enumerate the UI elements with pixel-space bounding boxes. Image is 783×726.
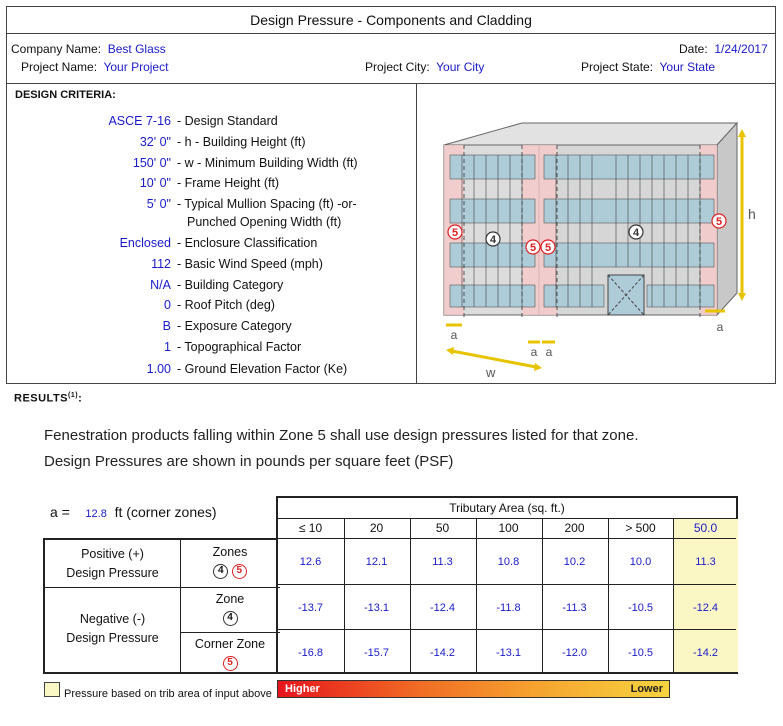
pressure-value: 11.3: [695, 556, 716, 568]
diagram-zone5-c: 5: [544, 242, 552, 254]
criteria-label: - Topographical Factor: [177, 340, 302, 354]
criteria-label: - Roof Pitch (deg): [177, 298, 275, 312]
criteria-label: - Enclosure Classification: [177, 236, 318, 250]
pressure-value: -12.4: [429, 602, 456, 614]
negative-label: Negative (-) Design Pressure: [66, 612, 159, 645]
header-divider: [278, 518, 736, 519]
zone-5-icon: 5: [223, 656, 238, 671]
criteria-divider: [7, 83, 775, 84]
criteria-frame: [6, 6, 776, 384]
pressure-value: -13.1: [363, 602, 390, 614]
pressure-value: -12.0: [561, 647, 588, 659]
tributary-area-heading: Tributary Area (sq. ft.): [449, 501, 565, 515]
criteria-row: [7, 298, 407, 315]
pressure-value: -13.7: [297, 602, 324, 614]
criteria-value: N/A: [150, 278, 171, 292]
criteria-row: [7, 236, 407, 253]
criteria-row: [7, 156, 407, 173]
criteria-label: - w - Minimum Building Width (ft): [177, 156, 358, 170]
criteria-value: B: [162, 319, 171, 333]
legend-swatch: [44, 682, 60, 697]
project-state: Project State: Your State: [581, 60, 716, 74]
criteria-value: ASCE 7-16: [108, 114, 171, 128]
corner-zone-width: a = 12.8 ft (corner zones): [50, 504, 217, 520]
criteria-label: - h - Building Height (ft): [177, 135, 306, 149]
criteria-vertical-divider: [416, 83, 417, 383]
criteria-value: 10' 0": [139, 176, 171, 190]
criteria-row: [7, 340, 407, 357]
diagram-a-label-1: a: [450, 328, 458, 342]
area-header: 50: [435, 521, 450, 535]
pressure-value: -12.4: [692, 602, 719, 614]
pressure-value: -10.5: [627, 647, 654, 659]
criteria-label: Punched Opening Width (ft): [187, 215, 342, 229]
row-divider: [278, 629, 736, 630]
pressure-value: -10.5: [627, 602, 654, 614]
header-divider: [278, 538, 736, 539]
pressure-gradient-scale: [277, 680, 670, 698]
diagram-zone4-a: 4: [489, 234, 497, 246]
criteria-value: 32' 0": [139, 135, 171, 149]
diagram-h-label: h: [748, 206, 756, 222]
area-header: 200: [564, 521, 585, 535]
zones-label: Zones 4 5: [180, 543, 280, 581]
page-title: Design Pressure - Components and Cladding: [7, 7, 775, 34]
pressure-value: 10.0: [629, 556, 652, 568]
row-divider: [180, 632, 280, 633]
pressure-value: 11.3: [432, 556, 453, 568]
project-city: Project City: Your City: [365, 60, 485, 74]
area-header: 20: [369, 521, 384, 535]
criteria-row: [7, 176, 407, 193]
gradient-higher-label: Higher: [285, 683, 320, 695]
zone-4-icon: 4: [223, 611, 238, 626]
pressure-table: [276, 496, 738, 674]
criteria-row: [7, 319, 407, 336]
area-header: > 500: [625, 521, 656, 535]
diagram-zone5-d: 5: [715, 216, 723, 228]
criteria-value: 0: [164, 298, 171, 312]
pressure-value: -14.2: [692, 647, 719, 659]
zone-4-label: Zone 4: [180, 590, 280, 628]
project-name: Project Name: Your Project: [21, 60, 169, 74]
criteria-row: [7, 362, 407, 379]
zone-4-icon: 4: [213, 564, 228, 579]
area-header: 50.0: [693, 521, 718, 535]
project-date: Date: 1/24/2017: [679, 42, 768, 56]
pressure-value: -13.1: [495, 647, 522, 659]
diagram-a-label-4: a: [716, 320, 724, 334]
criteria-row: [7, 114, 407, 131]
diagram-w-label: w: [486, 365, 496, 380]
pressure-value: 10.8: [497, 556, 520, 568]
pressure-value: -15.7: [363, 647, 390, 659]
pressure-value: -14.2: [429, 647, 456, 659]
diagram-zone5-b: 5: [529, 242, 537, 254]
criteria-label: - Typical Mullion Spacing (ft) -or-: [177, 197, 357, 211]
legend-text: Pressure based on trib area of input above: [64, 688, 272, 700]
company-name: Company Name: Best Glass: [11, 42, 166, 56]
criteria-label: - Basic Wind Speed (mph): [177, 257, 323, 271]
area-header: 100: [498, 521, 519, 535]
row-divider: [278, 584, 736, 585]
criteria-value: 1.00: [146, 362, 171, 376]
criteria-row: [7, 215, 407, 232]
area-header: ≤ 10: [298, 521, 323, 535]
pressure-value: -16.8: [297, 647, 324, 659]
pressure-value: 12.1: [365, 556, 388, 568]
diagram-zone4-b: 4: [632, 227, 640, 239]
criteria-row: [7, 197, 407, 214]
pressure-value: 12.6: [299, 556, 322, 568]
criteria-value: 150' 0": [132, 156, 171, 170]
results-heading: RESULTS$^{(1)}$:: [14, 392, 83, 405]
row-divider: [45, 587, 280, 588]
positive-label: Positive (+) Design Pressure: [66, 547, 159, 580]
criteria-row: [7, 257, 407, 274]
building-diagram: [432, 115, 762, 380]
results-line-1: Fenestration products falling within Zone 5 shall use design pressures listed for that zone.: [44, 427, 639, 444]
criteria-label: - Frame Height (ft): [177, 176, 280, 190]
corner-zone-label: Corner Zone 5: [180, 635, 280, 673]
criteria-value: 112: [151, 257, 171, 271]
criteria-value: 1: [164, 340, 171, 354]
pressure-value: 10.2: [563, 556, 586, 568]
criteria-label: - Building Category: [177, 278, 284, 292]
criteria-value: 5' 0": [146, 197, 171, 211]
zone-5-icon: 5: [232, 564, 247, 579]
pressure-type-table: [43, 538, 278, 674]
diagram-a-label-3: a: [545, 345, 553, 359]
criteria-label: - Design Standard: [177, 114, 278, 128]
results-line-2: Design Pressures are shown in pounds per square feet (PSF): [44, 453, 454, 470]
criteria-label: - Exposure Category: [177, 319, 292, 333]
criteria-value: Enclosed: [119, 236, 171, 250]
criteria-row: [7, 135, 407, 152]
gradient-lower-label: Lower: [630, 683, 663, 695]
criteria-row: [7, 278, 407, 295]
pressure-value: -11.8: [496, 602, 521, 614]
diagram-zone5-a: 5: [451, 227, 459, 239]
criteria-label: - Ground Elevation Factor (Ke): [177, 362, 348, 376]
diagram-a-label-2: a: [530, 345, 538, 359]
pressure-value: -11.3: [562, 602, 587, 614]
design-criteria-heading: DESIGN CRITERIA:: [15, 89, 116, 101]
